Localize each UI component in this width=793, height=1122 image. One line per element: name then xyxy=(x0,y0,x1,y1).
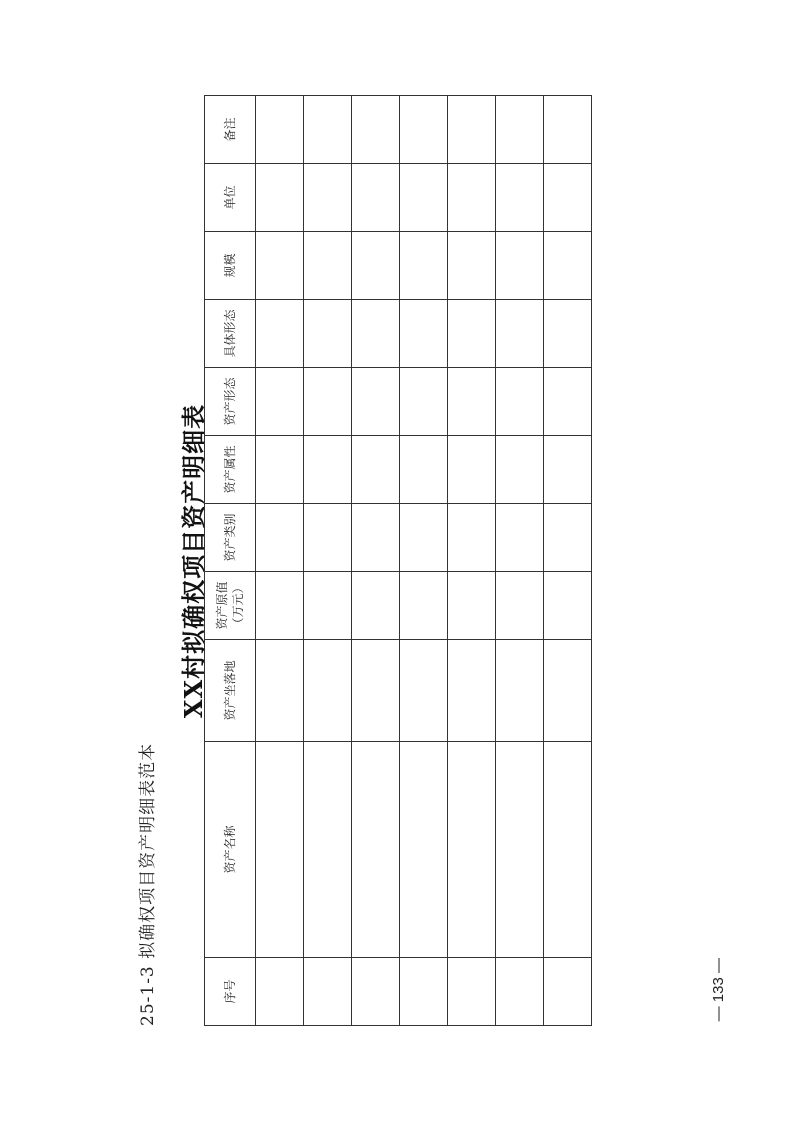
page-number: — 133 — xyxy=(710,958,727,1022)
table-cell[interactable] xyxy=(352,958,400,1026)
table-cell[interactable] xyxy=(400,164,448,232)
table-cell[interactable] xyxy=(256,368,304,436)
header-serial-number: 序号 xyxy=(205,958,256,1026)
table-cell[interactable] xyxy=(448,572,496,640)
table-cell[interactable] xyxy=(544,742,592,958)
table-cell[interactable] xyxy=(496,232,544,300)
table-cell[interactable] xyxy=(400,572,448,640)
table-row xyxy=(304,96,352,1026)
table-cell[interactable] xyxy=(304,742,352,958)
table-cell[interactable] xyxy=(256,96,304,164)
header-asset-name: 资产名称 xyxy=(205,742,256,958)
table-cell[interactable] xyxy=(448,368,496,436)
asset-detail-table xyxy=(204,95,592,1026)
table-cell[interactable] xyxy=(352,742,400,958)
header-specific-form: 具体形态 xyxy=(205,300,256,368)
table-cell[interactable] xyxy=(496,96,544,164)
table-row xyxy=(352,96,400,1026)
table-row xyxy=(256,96,304,1026)
table-cell[interactable] xyxy=(496,368,544,436)
table-cell[interactable] xyxy=(448,436,496,504)
header-asset-attribute: 资产属性 xyxy=(205,436,256,504)
table-row xyxy=(448,96,496,1026)
header-remarks: 备注 xyxy=(205,96,256,164)
table-cell[interactable] xyxy=(448,958,496,1026)
table-cell[interactable] xyxy=(496,164,544,232)
table-cell[interactable] xyxy=(304,164,352,232)
table-cell[interactable] xyxy=(496,742,544,958)
header-scale: 规模 xyxy=(205,232,256,300)
table-cell[interactable] xyxy=(304,436,352,504)
table-cell[interactable] xyxy=(400,368,448,436)
table-cell[interactable] xyxy=(544,300,592,368)
table-cell[interactable] xyxy=(448,640,496,742)
table-cell[interactable] xyxy=(352,436,400,504)
table-row xyxy=(544,96,592,1026)
table-cell[interactable] xyxy=(352,232,400,300)
table-cell[interactable] xyxy=(448,300,496,368)
header-original-value: 资产原值 （万元） xyxy=(205,572,256,640)
table-cell[interactable] xyxy=(256,572,304,640)
table-cell[interactable] xyxy=(256,436,304,504)
table-cell[interactable] xyxy=(544,232,592,300)
table-cell[interactable] xyxy=(256,958,304,1026)
table-cell[interactable] xyxy=(400,958,448,1026)
table-cell[interactable] xyxy=(496,300,544,368)
header-unit: 单位 xyxy=(205,164,256,232)
table-cell[interactable] xyxy=(448,504,496,572)
table-cell[interactable] xyxy=(448,164,496,232)
table-body xyxy=(256,96,592,1026)
table-cell[interactable] xyxy=(400,504,448,572)
table-cell[interactable] xyxy=(400,300,448,368)
table-cell[interactable] xyxy=(400,640,448,742)
table-cell[interactable] xyxy=(448,232,496,300)
table-cell[interactable] xyxy=(256,742,304,958)
table-cell[interactable] xyxy=(304,640,352,742)
table-cell[interactable] xyxy=(448,742,496,958)
table-row xyxy=(496,96,544,1026)
table-cell[interactable] xyxy=(544,368,592,436)
table-cell[interactable] xyxy=(496,436,544,504)
table-cell[interactable] xyxy=(352,368,400,436)
table-cell[interactable] xyxy=(400,232,448,300)
table-cell[interactable] xyxy=(256,640,304,742)
page-title: XX村拟确权项目资产明细表 xyxy=(179,403,208,719)
header-asset-location: 资产坐落地 xyxy=(205,640,256,742)
table-cell[interactable] xyxy=(496,640,544,742)
table-cell[interactable] xyxy=(496,572,544,640)
table-cell[interactable] xyxy=(400,436,448,504)
table-cell[interactable] xyxy=(304,504,352,572)
table-cell[interactable] xyxy=(352,300,400,368)
table-cell[interactable] xyxy=(352,96,400,164)
table-cell[interactable] xyxy=(544,504,592,572)
table-cell[interactable] xyxy=(544,436,592,504)
table-cell[interactable] xyxy=(352,572,400,640)
table-cell[interactable] xyxy=(352,164,400,232)
table-cell[interactable] xyxy=(256,504,304,572)
table-cell[interactable] xyxy=(304,368,352,436)
table-cell[interactable] xyxy=(544,958,592,1026)
table-cell[interactable] xyxy=(304,958,352,1026)
table-row xyxy=(400,96,448,1026)
table-cell[interactable] xyxy=(400,96,448,164)
table-cell[interactable] xyxy=(544,164,592,232)
table-cell[interactable] xyxy=(400,742,448,958)
table-cell[interactable] xyxy=(256,232,304,300)
table-cell[interactable] xyxy=(304,96,352,164)
table-cell[interactable] xyxy=(304,572,352,640)
table-cell[interactable] xyxy=(304,300,352,368)
table-cell[interactable] xyxy=(256,164,304,232)
table-cell[interactable] xyxy=(448,96,496,164)
header-asset-form: 资产形态 xyxy=(205,368,256,436)
table-cell[interactable] xyxy=(496,958,544,1026)
table-header-row xyxy=(205,96,256,1026)
table-cell[interactable] xyxy=(352,640,400,742)
document-caption: 25-1-3 拟确权项目资产明细表范本 xyxy=(138,742,158,1026)
table-cell[interactable] xyxy=(544,572,592,640)
table-cell[interactable] xyxy=(496,504,544,572)
table-cell[interactable] xyxy=(352,504,400,572)
header-asset-category: 资产类别 xyxy=(205,504,256,572)
table-cell[interactable] xyxy=(544,96,592,164)
table-cell[interactable] xyxy=(544,640,592,742)
table-cell[interactable] xyxy=(304,232,352,300)
table-cell[interactable] xyxy=(256,300,304,368)
